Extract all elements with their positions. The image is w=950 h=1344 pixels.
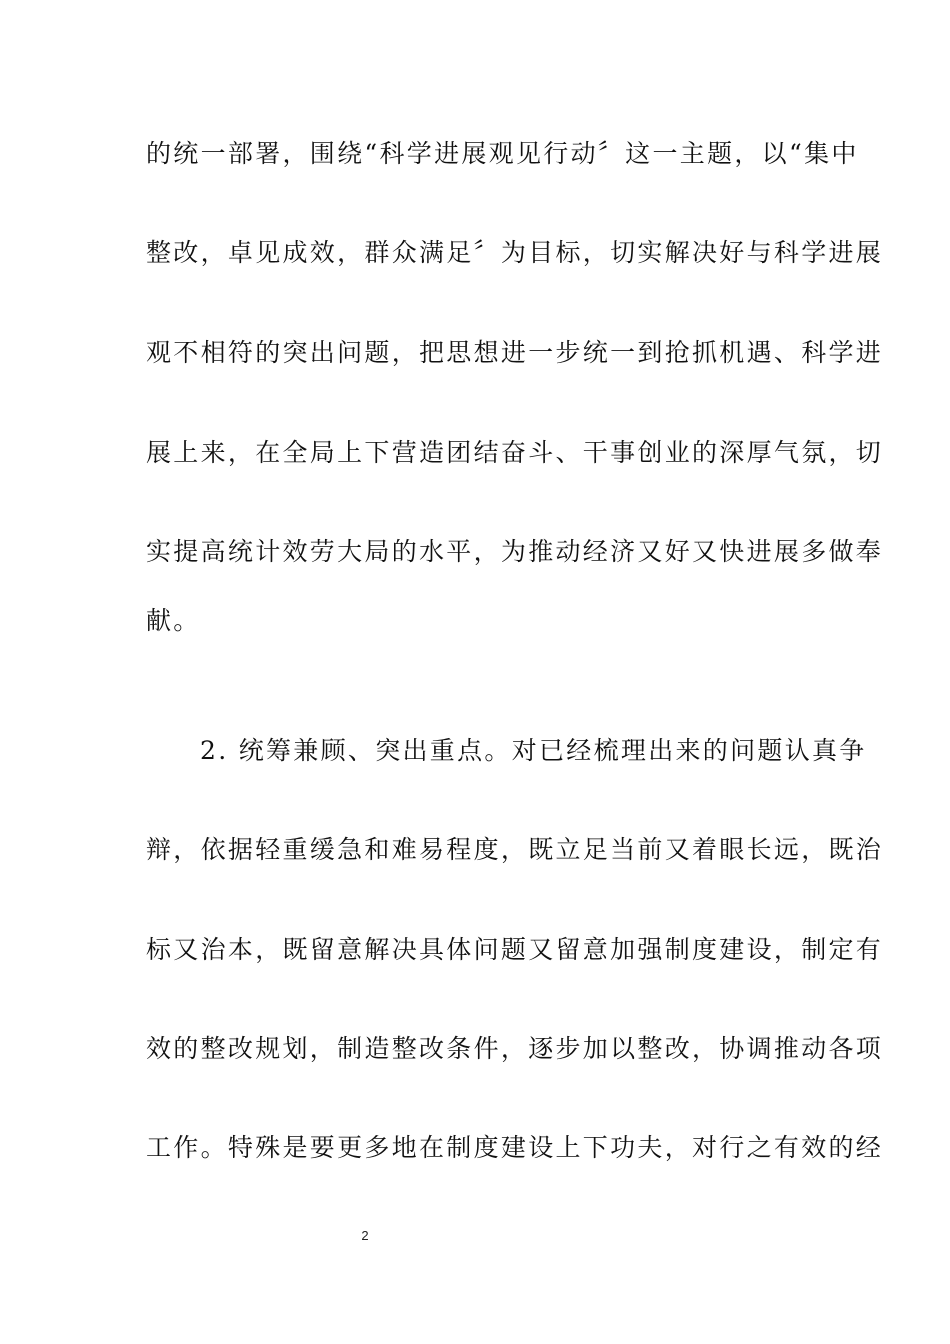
paragraph-line-4: 展上来，在全局上下营造团结奋斗、干事创业的深厚气氛，切	[146, 438, 884, 467]
paragraph-line-6: 献。	[146, 606, 201, 635]
paragraph-line-5: 实提高统计效劳大局的水平，为推动经济又好又快进展多做奉	[146, 537, 884, 566]
paragraph-line-3: 观不相符的突出问题，把思想进一步统一到抢抓机遇、科学进	[146, 338, 884, 367]
paragraph-2-line-5: 工作。特殊是要更多地在制度建设上下功夫，对行之有效的经	[146, 1133, 884, 1162]
page-number: 2	[361, 1228, 369, 1243]
paragraph-2-line-4: 效的整改规划，制造整改条件，逐步加以整改，协调推动各项	[146, 1034, 884, 1063]
paragraph-2-line-3: 标又治本，既留意解决具体问题又留意加强制度建设，制定有	[146, 935, 884, 964]
paragraph-2-line-1: 2. 统筹兼顾、突出重点。对已经梳理出来的问题认真争	[200, 736, 867, 765]
paragraph-2-line-2: 辩，依据轻重缓急和难易程度，既立足当前又着眼长远，既治	[146, 835, 884, 864]
paragraph-line-1: 的统一部署，围绕“科学进展观见行动〞这一主题，以“集中	[146, 139, 859, 168]
paragraph-line-2: 整改，卓见成效，群众满足〞为目标，切实解决好与科学进展	[146, 238, 884, 267]
